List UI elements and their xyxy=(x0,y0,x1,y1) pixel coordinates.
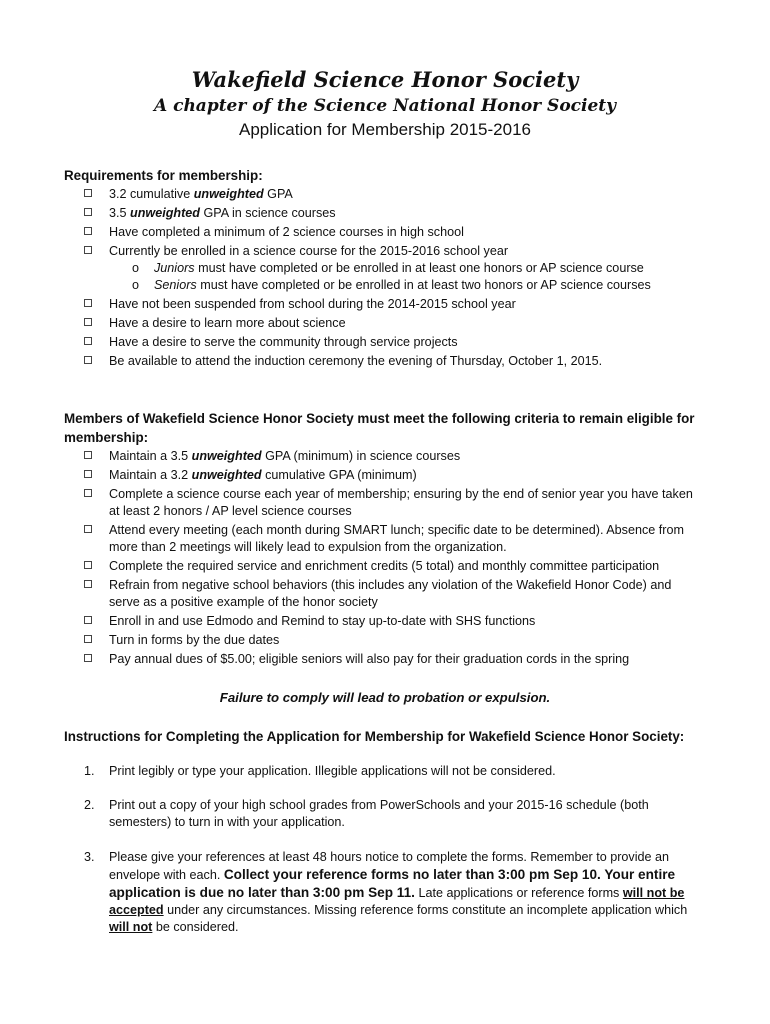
checkbox-icon xyxy=(84,525,92,533)
criteria-heading: Members of Wakefield Science Honor Society must meet the following criteria to remain eligible for membership: xyxy=(64,411,695,445)
circle-bullet-icon: o xyxy=(132,278,140,292)
document-header xyxy=(0,66,770,142)
checkbox-icon xyxy=(84,654,92,662)
instruction-item-1 xyxy=(64,763,704,780)
chapter-subtitle: A chapter of the Science National Honor Society xyxy=(153,96,617,116)
list-item: Enroll in and use Edmodo and Remind to stay up-to-date with SHS functions xyxy=(84,613,704,630)
list-item: 3.2 cumulative unweighted GPA xyxy=(84,186,704,203)
instruction-item-3: 3. Please give your references at least 48 hours notice to complete the forms. Remember to provide an envelope with each. Collect your reference forms no later than 3:00 pm Sep 10. Your entire application is due no later than 3:00 pm Sep 11. Late applications or reference forms will not be accepted under any circumstances. Missing reference forms constitute an incomplete application which will not be considered. xyxy=(84,850,688,934)
checkbox-icon xyxy=(84,470,92,478)
list-item: Currently be enrolled in a science course for the 2015-2016 school year o Juniors must have completed or be enrolled in at least one honors or AP science course o Seniors must have completed or be enrolled in at least two honors or AP science courses xyxy=(84,243,704,294)
list-item: Turn in forms by the due dates xyxy=(84,632,704,649)
sub-list xyxy=(109,260,704,294)
list-item: Have a desire to serve the community through service projects xyxy=(84,334,704,351)
list-item: Refrain from negative school behaviors (this includes any violation of the Wakefield Honor Code) and serve as a positive example of the honor society xyxy=(84,577,704,611)
list-item: Pay annual dues of $5.00; eligible seniors will also pay for their graduation cords in the spring xyxy=(84,651,704,668)
list-item: Have completed a minimum of 2 science courses in high school xyxy=(84,224,704,241)
item-number: 2. xyxy=(84,798,95,812)
checkbox-icon xyxy=(84,580,92,588)
list-item: Be available to attend the induction ceremony the evening of Thursday, October 1, 2015. xyxy=(84,353,704,370)
list-item: Have not been suspended from school during the 2014-2015 school year xyxy=(84,296,704,313)
instruction-item-2 xyxy=(64,797,704,831)
instructions-heading: Instructions for Completing the Application for Membership for Wakefield Science Honor Society: xyxy=(64,729,685,744)
checkbox-icon xyxy=(84,489,92,497)
deadline-text: Collect your reference forms no later than 3:00 pm Sep 10. Your entire application is due no later than 3:00 pm Sep 11. xyxy=(109,867,676,900)
list-item: Complete a science course each year of membership; ensuring by the end of senior year you have taken at least 2 honors / AP level science courses xyxy=(84,486,704,520)
requirements-heading: Requirements for membership: xyxy=(64,168,263,183)
checkbox-icon xyxy=(84,635,92,643)
instruction-text: Print out a copy of your high school grades from PowerSchools and your 2015-16 schedule (both semesters) to turn in with your application. xyxy=(109,798,649,829)
list-item: 3.5 unweighted GPA in science courses xyxy=(84,205,704,222)
list-item: Maintain a 3.5 unweighted GPA (minimum) in science courses xyxy=(84,448,704,465)
item-number: 1. xyxy=(84,764,95,778)
compliance-warning: Failure to comply will lead to probation or expulsion. xyxy=(219,690,551,705)
checkbox-icon xyxy=(84,356,92,364)
sub-list-item: o Juniors must have completed or be enrolled in at least one honors or AP science course xyxy=(132,261,644,275)
circle-bullet-icon: o xyxy=(132,261,140,275)
checkbox-icon xyxy=(84,246,92,254)
society-title: Wakefield Science Honor Society xyxy=(191,67,579,92)
list-item: Attend every meeting (each month during SMART lunch; specific date to be determined). Absence from more than 2 meetings will likely lead to expulsion from the organization. xyxy=(84,522,704,556)
criteria-list xyxy=(84,448,704,670)
checkbox-icon xyxy=(84,208,92,216)
checkbox-icon xyxy=(84,451,92,459)
sub-list-item: o Seniors must have completed or be enrolled in at least two honors or AP science courses xyxy=(132,278,651,292)
list-item: Have a desire to learn more about science xyxy=(84,315,704,332)
checkbox-icon xyxy=(84,189,92,197)
checkbox-icon xyxy=(84,337,92,345)
requirements-list xyxy=(84,186,704,372)
application-title: Application for Membership 2015-2016 xyxy=(238,120,531,139)
list-item: Complete the required service and enrichment credits (5 total) and monthly committee participation xyxy=(84,558,704,575)
checkbox-icon xyxy=(84,227,92,235)
checkbox-icon xyxy=(84,299,92,307)
item-number: 3. xyxy=(84,850,95,864)
checkbox-icon xyxy=(84,561,92,569)
instruction-text: Print legibly or type your application. Illegible applications will not be considered. xyxy=(109,764,556,778)
checkbox-icon xyxy=(84,616,92,624)
checkbox-icon xyxy=(84,318,92,326)
list-item: Maintain a 3.2 unweighted cumulative GPA (minimum) xyxy=(84,467,704,484)
